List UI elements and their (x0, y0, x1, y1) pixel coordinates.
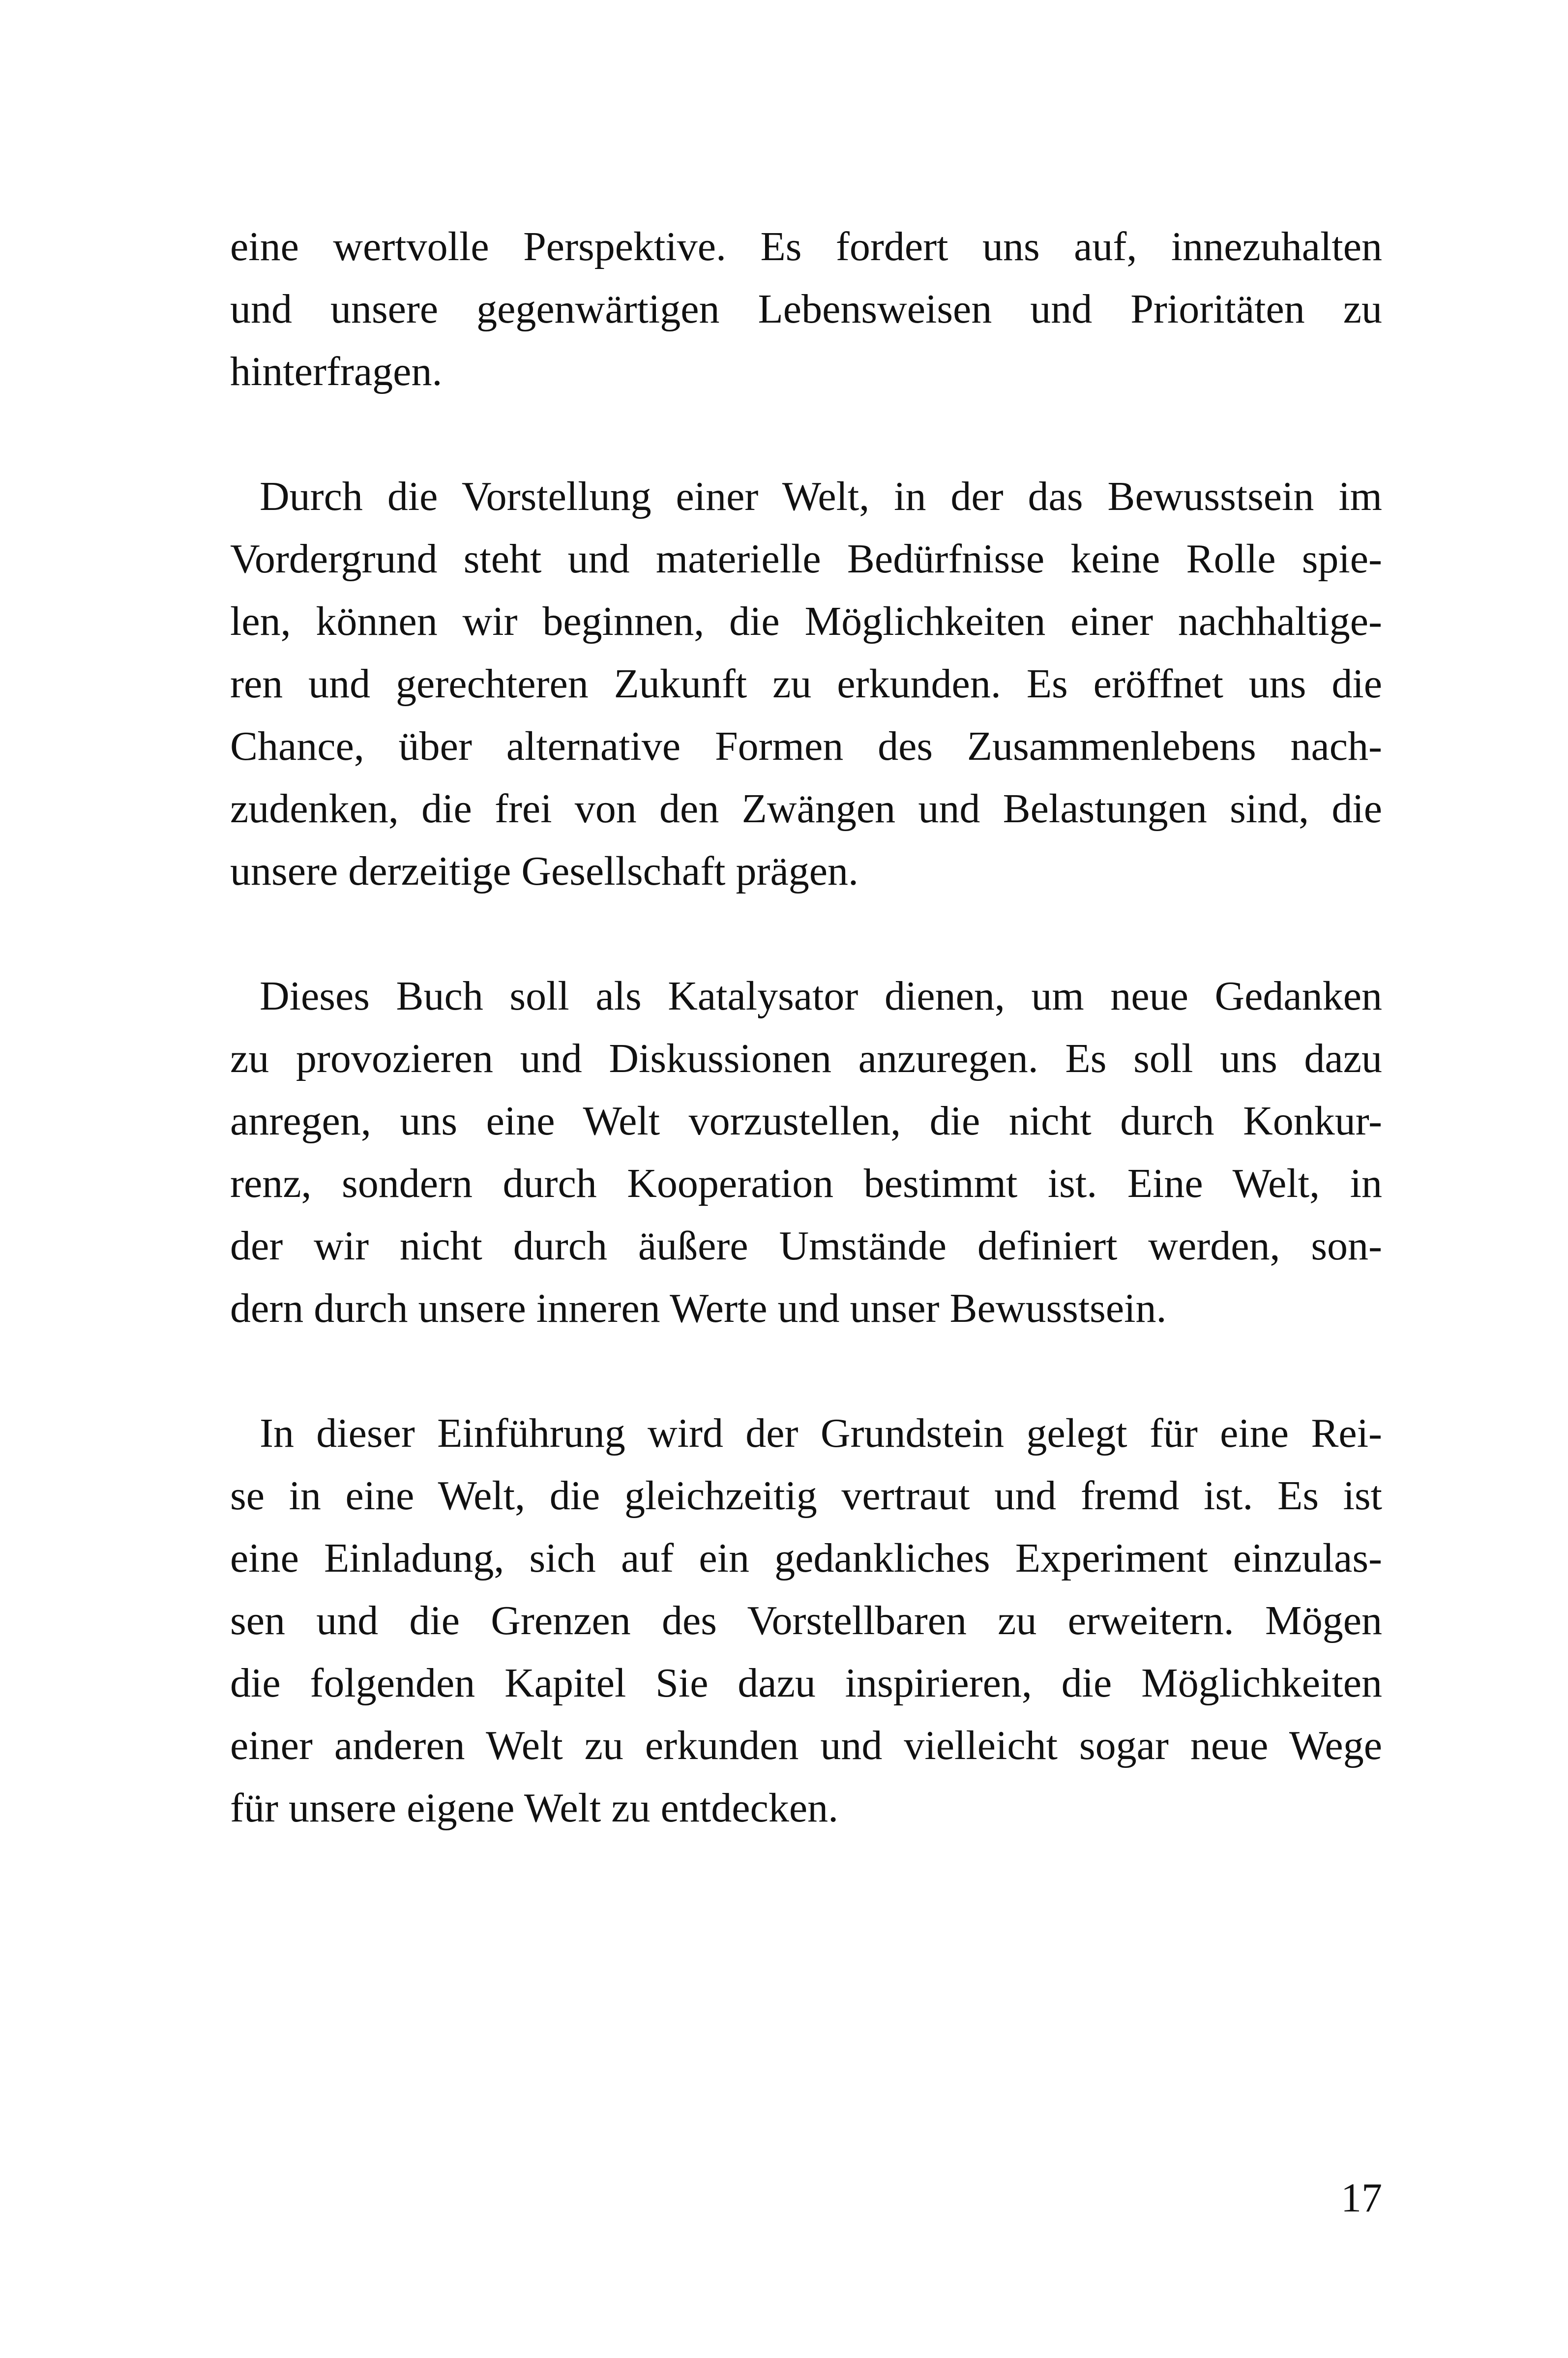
text-line: Vordergrund steht und materielle Bedürfnisse keine Rolle spie- (230, 536, 1382, 582)
text-line: dern durch unsere inneren Werte und unser Bewusstsein. (230, 1285, 1167, 1331)
text-line: und unsere gegenwärtigen Lebensweisen und Prioritäten zu (230, 286, 1382, 332)
paragraph-2 (230, 465, 1382, 902)
text-line: zu provozieren und Diskussionen anzuregen. Es soll uns dazu (230, 1036, 1382, 1081)
text-line: die folgenden Kapitel Sie dazu inspirieren, die Möglichkeiten (230, 1660, 1382, 1706)
text-line: sen und die Grenzen des Vorstellbaren zu erweitern. Mögen (230, 1598, 1382, 1643)
paragraph-1 (230, 215, 1382, 403)
paragraph-3 (230, 965, 1382, 1340)
text-line: Durch die Vorstellung einer Welt, in der das Bewusstsein im (260, 474, 1382, 519)
text-line: Dieses Buch soll als Katalysator dienen, um neue Gedanken (260, 973, 1382, 1019)
text-line: ren und gerechteren Zukunft zu erkunden. Es eröffnet uns die (230, 661, 1382, 707)
text-line: zudenken, die frei von den Zwängen und Belastungen sind, die (230, 786, 1382, 832)
text-line: renz, sondern durch Kooperation bestimmt ist. Eine Welt, in (230, 1161, 1382, 1206)
text-line: anregen, uns eine Welt vorzustellen, die nicht durch Konkur- (230, 1098, 1382, 1144)
paragraph-4 (230, 1402, 1382, 1839)
page-number: 17 (1341, 2175, 1382, 2221)
text-line: se in eine Welt, die gleichzeitig vertraut und fremd ist. Es ist (230, 1473, 1382, 1519)
text-line: einer anderen Welt zu erkunden und vielleicht sogar neue Wege (230, 1723, 1382, 1768)
text-line: eine Einladung, sich auf ein gedankliches Experiment einzulas- (230, 1535, 1382, 1581)
text-line: unsere derzeitige Gesellschaft prägen. (230, 848, 859, 894)
text-line: len, können wir beginnen, die Möglichkeiten einer nachhaltige- (230, 598, 1382, 644)
text-line: der wir nicht durch äußere Umstände definiert werden, son- (230, 1223, 1382, 1269)
text-line: In dieser Einführung wird der Grundstein gelegt für eine Rei- (260, 1410, 1382, 1456)
text-line: eine wertvolle Perspektive. Es fordert uns auf, innezuhalten (230, 224, 1382, 269)
text-line: für unsere eigene Welt zu entdecken. (230, 1785, 839, 1831)
text-line: Chance, über alternative Formen des Zusammenlebens nach- (230, 723, 1382, 769)
text-line: hinterfragen. (230, 349, 443, 394)
body-text (230, 215, 1382, 1839)
